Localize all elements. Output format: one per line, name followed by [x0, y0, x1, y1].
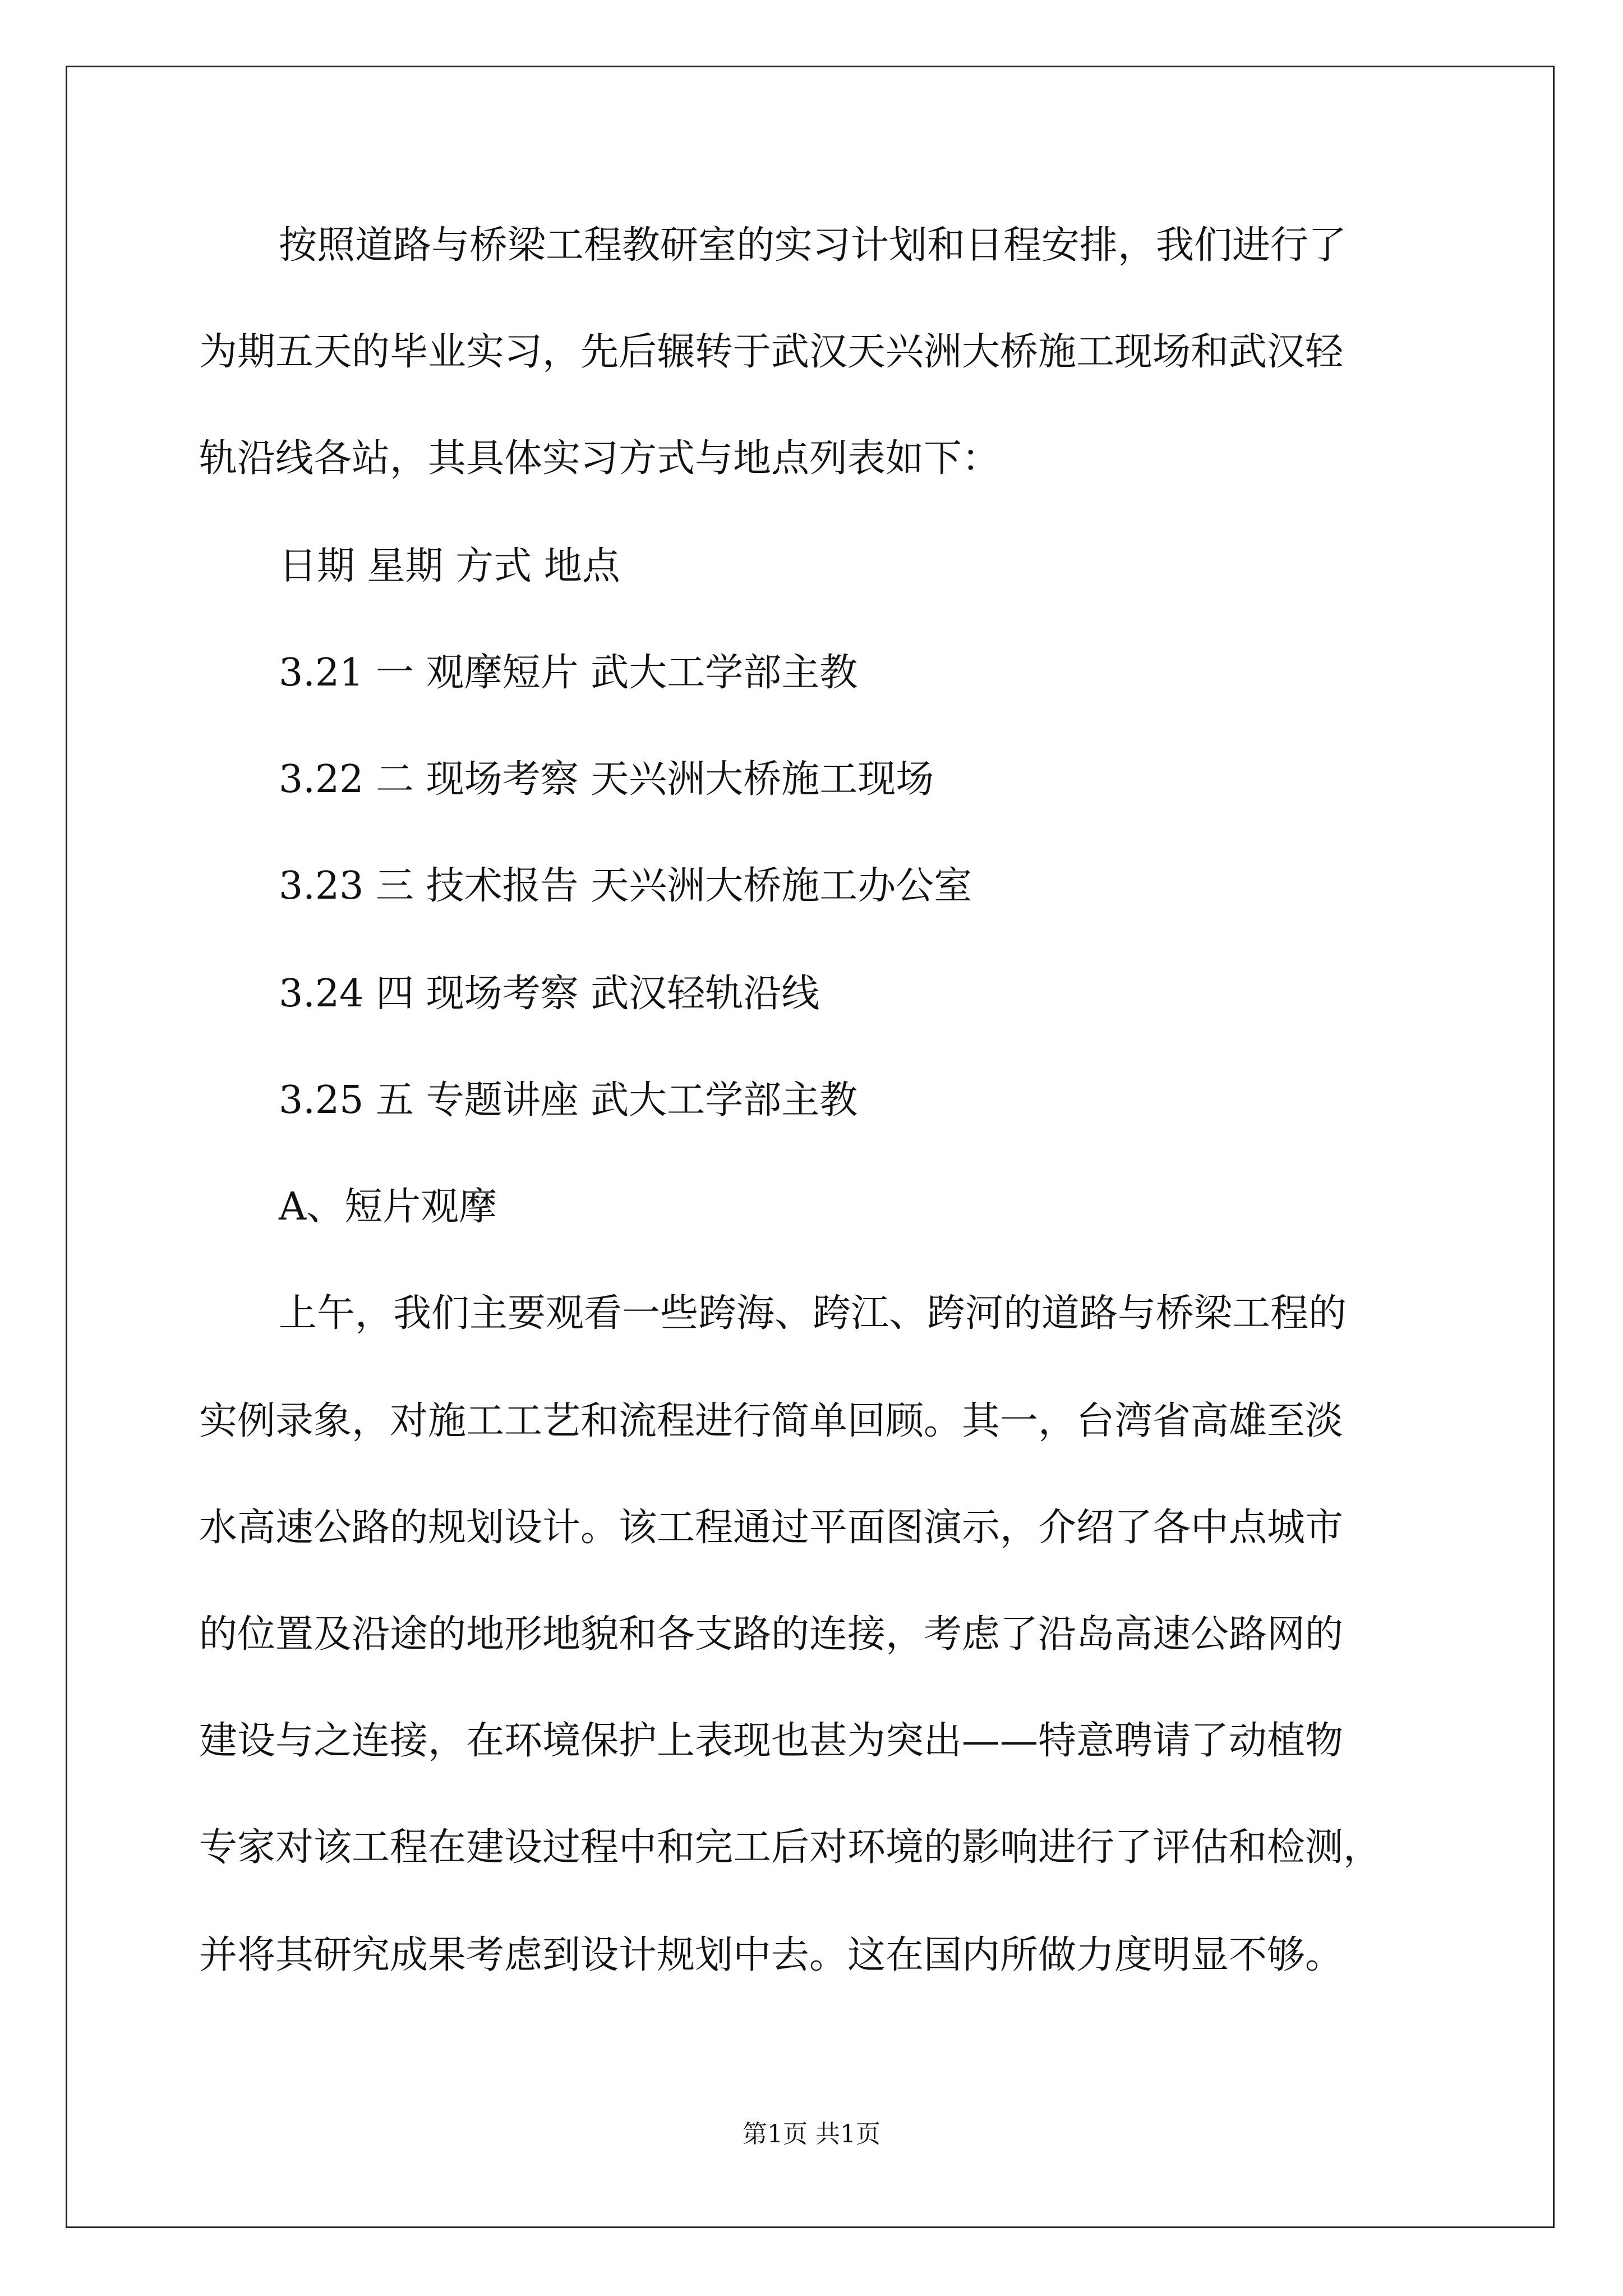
schedule-row: 3.23 三 技术报告 天兴洲大桥施工办公室 — [279, 864, 972, 908]
schedule-header: 日期 星期 方式 地点 — [279, 544, 620, 588]
page-border — [66, 66, 1555, 2228]
paragraph-line: 按照道路与桥梁工程教研室的实习计划和日程安排，我们进行了 — [279, 223, 1347, 268]
paragraph-line: 并将其研究成果考虑到设计规划中去。这在国内所做力度明显不够。 — [199, 1933, 1344, 1977]
paragraph-line: 上午，我们主要观看一些跨海、跨江、跨河的道路与桥梁工程的 — [279, 1291, 1347, 1336]
section-title: A、短片观摩 — [279, 1185, 497, 1229]
paragraph-line: 专家对该工程在建设过程中和完工后对环境的影响进行了评估和检测， — [199, 1825, 1382, 1870]
page-footer: 第1页 共1页 — [743, 2120, 880, 2148]
paragraph-line: 水高速公路的规划设计。该工程通过平面图演示，介绍了各中点城市 — [199, 1506, 1344, 1550]
paragraph-line: 为期五天的毕业实习，先后辗转于武汉天兴洲大桥施工现场和武汉轻 — [199, 330, 1344, 374]
paragraph-line: 实例录象，对施工工艺和流程进行简单回顾。其一，台湾省高雄至淡 — [199, 1399, 1344, 1443]
schedule-row: 3.22 二 现场考察 天兴洲大桥施工现场 — [279, 757, 934, 802]
paragraph-line: 轨沿线各站，其具体实习方式与地点列表如下： — [199, 436, 1000, 481]
paragraph-line: 的位置及沿途的地形地貌和各支路的连接，考虑了沿岛高速公路网的 — [199, 1612, 1344, 1657]
schedule-row: 3.24 四 现场考察 武汉轻轨沿线 — [279, 972, 820, 1016]
schedule-row: 3.21 一 观摩短片 武大工学部主教 — [279, 651, 858, 695]
paragraph-line: 建设与之连接，在环境保护上表现也甚为突出——特意聘请了动植物 — [199, 1719, 1344, 1763]
schedule-row: 3.25 五 专题讲座 武大工学部主教 — [279, 1078, 858, 1122]
